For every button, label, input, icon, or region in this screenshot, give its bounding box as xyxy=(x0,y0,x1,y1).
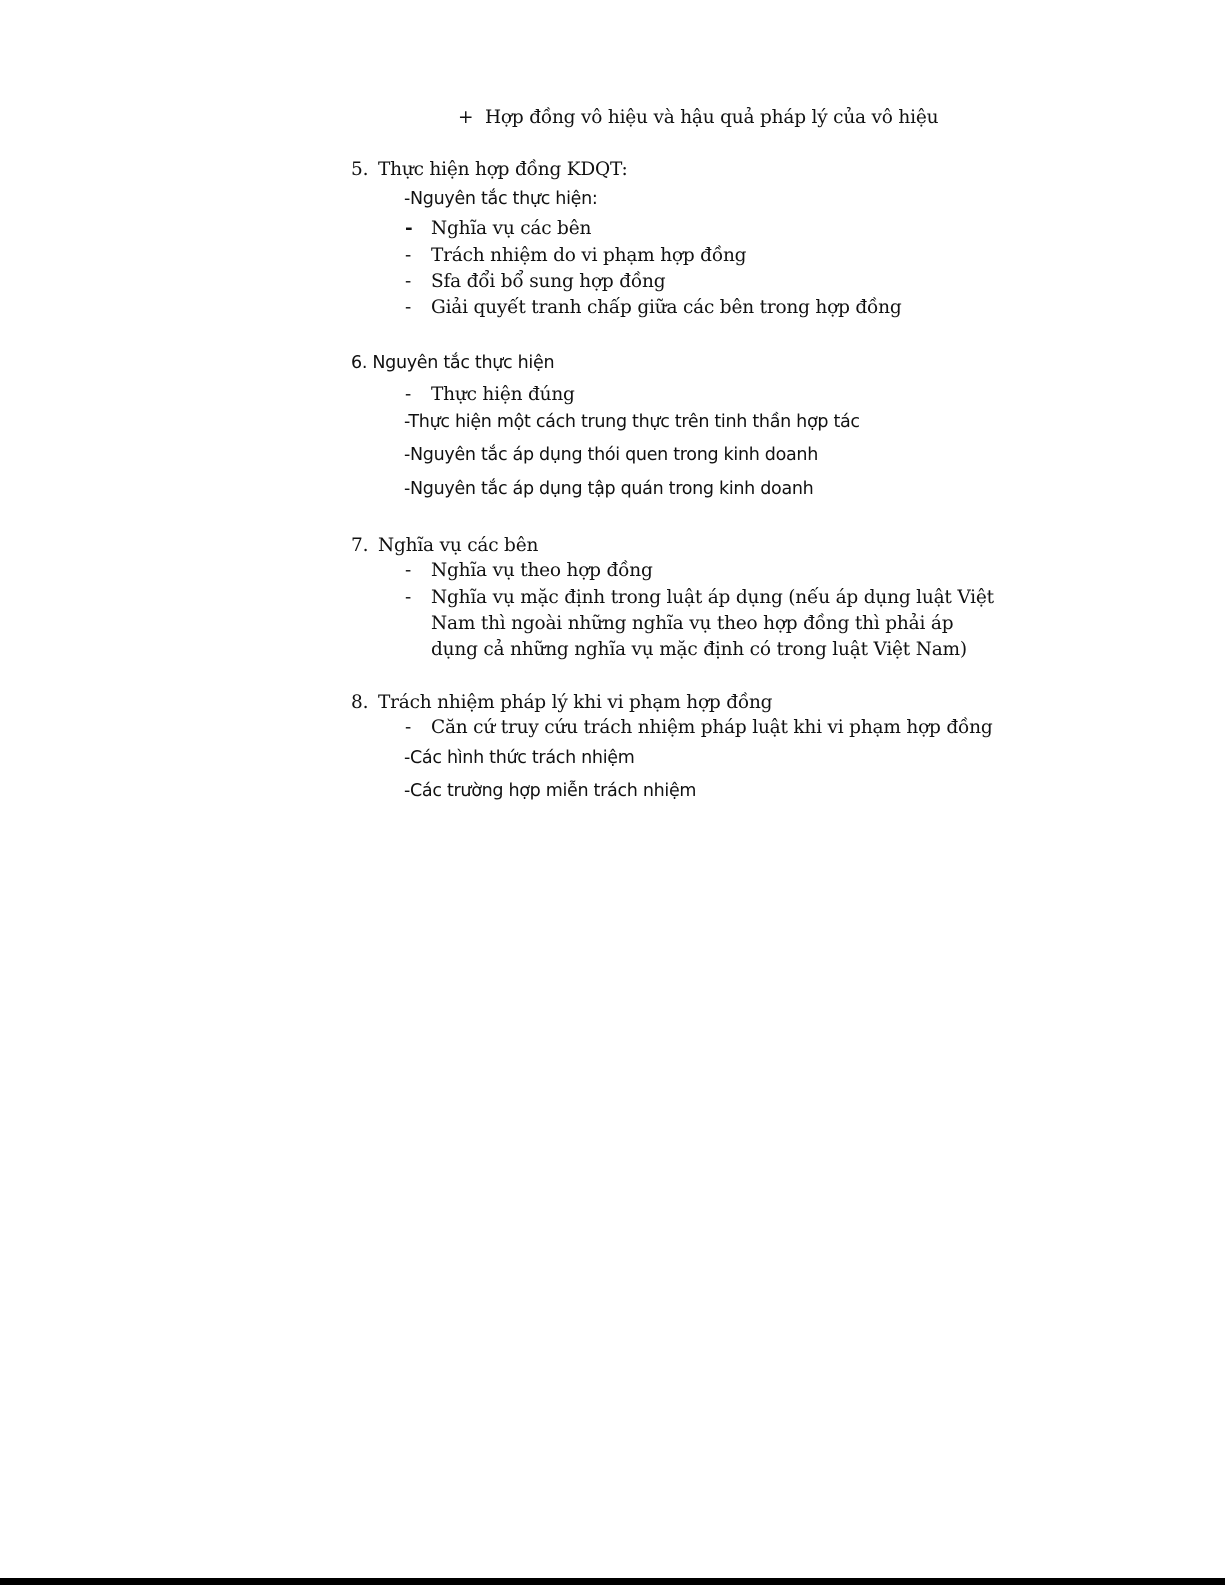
list-line: -Thực hiện một cách trung thực trên tinh thần hợp tác xyxy=(404,412,860,432)
section-number: 5. xyxy=(351,159,369,180)
dash-bullet: - xyxy=(405,245,412,266)
section-title: Thực hiện hợp đồng KDQT: xyxy=(378,159,628,180)
list-line: -Nguyên tắc áp dụng tập quán trong kinh doanh xyxy=(404,479,814,499)
list-item-text: Hợp đồng vô hiệu và hậu quả pháp lý của vô hiệu xyxy=(485,107,939,128)
list-item-text: Nghĩa vụ mặc định trong luật áp dụng (nếu áp dụng luật Việt xyxy=(431,587,994,608)
list-item-text: Căn cứ truy cứu trách nhiệm pháp luật khi vi phạm hợp đồng xyxy=(431,717,993,738)
list-item-text: Sfa đổi bổ sung hợp đồng xyxy=(431,271,666,292)
dash-bullet: - xyxy=(405,560,412,581)
list-item-text: Trách nhiệm do vi phạm hợp đồng xyxy=(431,245,747,266)
list-item-continuation: Nam thì ngoài những nghĩa vụ theo hợp đồng thì phải áp xyxy=(431,613,954,634)
dash-bullet: - xyxy=(405,218,413,239)
list-line: -Các hình thức trách nhiệm xyxy=(404,748,635,768)
list-line: -Nguyên tắc áp dụng thói quen trong kinh doanh xyxy=(404,445,819,465)
list-item-text: Nghĩa vụ các bên xyxy=(431,218,592,239)
section-title: Trách nhiệm pháp lý khi vi phạm hợp đồng xyxy=(378,692,773,713)
dash-bullet: - xyxy=(405,271,412,292)
section-number: 7. xyxy=(351,535,369,556)
section-5-subheading: -Nguyên tắc thực hiện: xyxy=(404,189,598,209)
dash-bullet: - xyxy=(405,384,412,405)
page-bottom-border xyxy=(0,1578,1225,1585)
dash-bullet: - xyxy=(405,717,412,738)
list-item-text: Giải quyết tranh chấp giữa các bên trong hợp đồng xyxy=(431,297,902,318)
list-item-text: Nghĩa vụ theo hợp đồng xyxy=(431,560,653,581)
dash-bullet: - xyxy=(405,297,412,318)
dash-bullet: - xyxy=(405,587,412,608)
section-number: 8. xyxy=(351,692,369,713)
section-title: Nghĩa vụ các bên xyxy=(378,535,539,556)
list-item-text: Thực hiện đúng xyxy=(431,384,575,405)
section-6-heading: 6. Nguyên tắc thực hiện xyxy=(351,353,555,373)
plus-bullet: + xyxy=(458,107,474,128)
list-item-continuation: dụng cả những nghĩa vụ mặc định có trong luật Việt Nam) xyxy=(431,639,967,660)
list-line: -Các trường hợp miễn trách nhiệm xyxy=(404,781,697,801)
